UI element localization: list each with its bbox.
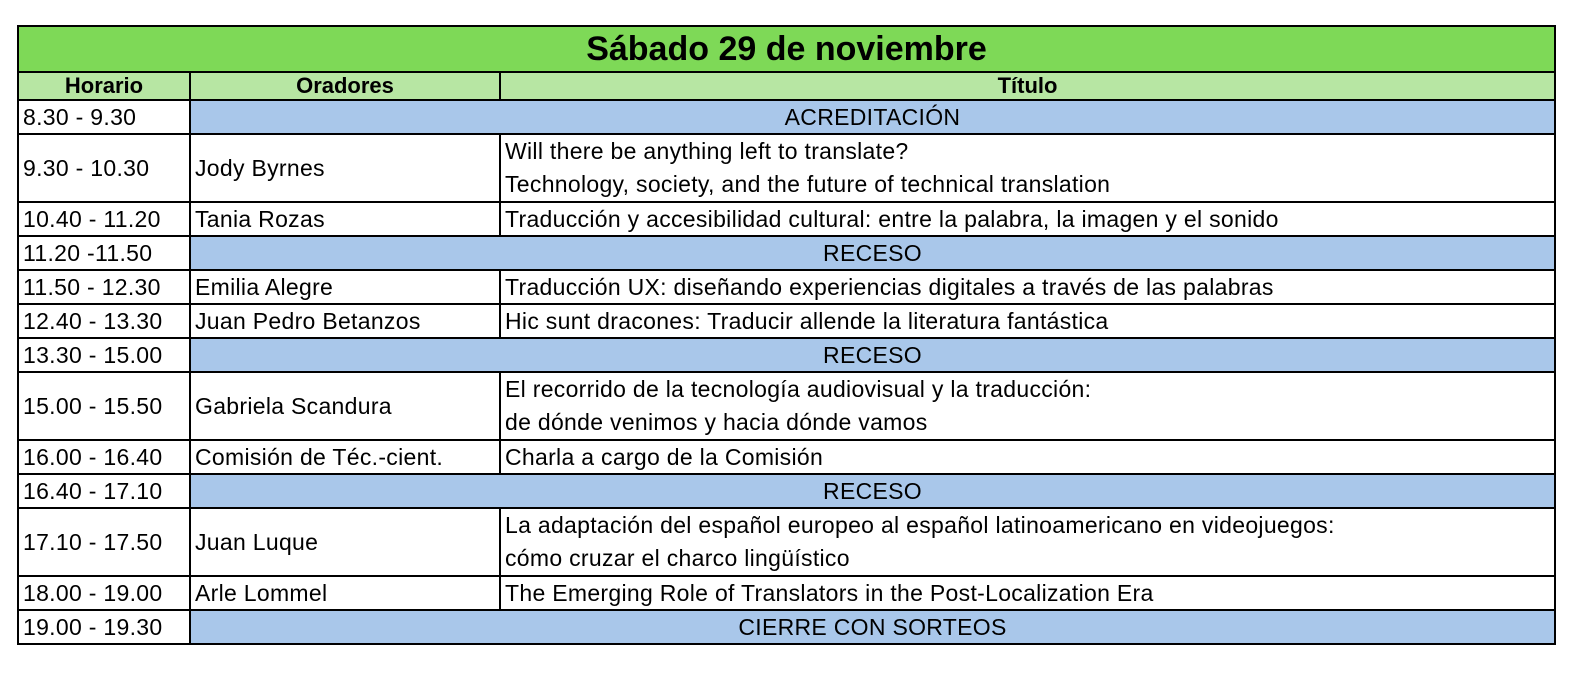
time-cell: 10.40 - 11.20 xyxy=(18,202,190,236)
time-cell: 17.10 - 17.50 xyxy=(18,508,190,576)
time-cell: 16.40 - 17.10 xyxy=(18,474,190,508)
time-cell: 11.20 -11.50 xyxy=(18,236,190,270)
session-row xyxy=(18,202,1555,236)
column-header-speakers: Oradores xyxy=(190,72,500,100)
speaker-cell: Tania Rozas xyxy=(190,202,500,236)
time-cell: 12.40 - 13.30 xyxy=(18,304,190,338)
talk-title-line: Charla a cargo de la Comisión xyxy=(505,443,824,470)
break-label: RECESO xyxy=(190,338,1555,372)
time-cell: 9.30 - 10.30 xyxy=(18,134,190,202)
page-title: Sábado 29 de noviembre xyxy=(18,26,1555,72)
column-header-title: Título xyxy=(500,72,1555,100)
talk-title-cell xyxy=(500,270,1555,304)
title-row xyxy=(18,26,1555,72)
speaker-cell: Arle Lommel xyxy=(190,576,500,610)
time-cell: 8.30 - 9.30 xyxy=(18,100,190,134)
talk-title-cell xyxy=(500,304,1555,338)
talk-title-line: de dónde venimos y hacia dónde vamos xyxy=(505,409,928,435)
talk-title-line: La adaptación del español europeo al español latinoamericano en videojuegos: xyxy=(505,512,1335,538)
break-label: ACREDITACIÓN xyxy=(190,100,1555,134)
break-label: RECESO xyxy=(190,474,1555,508)
header-row xyxy=(18,72,1555,100)
talk-title-cell xyxy=(500,202,1555,236)
schedule-body xyxy=(18,100,1555,644)
break-label: RECESO xyxy=(190,236,1555,270)
time-cell: 18.00 - 19.00 xyxy=(18,576,190,610)
session-row xyxy=(18,576,1555,610)
break-row xyxy=(18,236,1555,270)
talk-title-cell xyxy=(500,440,1555,474)
talk-title-line: Hic sunt dracones: Traducir allende la literatura fantástica xyxy=(505,307,1109,334)
talk-title-cell xyxy=(500,508,1555,576)
talk-title-line: El recorrido de la tecnología audiovisual y la traducción: xyxy=(505,376,1092,402)
session-row xyxy=(18,270,1555,304)
talk-title-line: cómo cruzar el charco lingüístico xyxy=(505,545,850,571)
session-row xyxy=(18,440,1555,474)
speaker-cell: Juan Luque xyxy=(190,508,500,576)
break-row xyxy=(18,100,1555,134)
talk-title-line: The Emerging Role of Translators in the Post-Localization Era xyxy=(505,579,1154,606)
speaker-cell: Comisión de Téc.-cient. xyxy=(190,440,500,474)
break-row xyxy=(18,610,1555,644)
talk-title-line: Traducción UX: diseñando experiencias digitales a través de las palabras xyxy=(505,273,1274,300)
speaker-cell: Emilia Alegre xyxy=(190,270,500,304)
speaker-cell: Gabriela Scandura xyxy=(190,372,500,440)
speaker-cell: Juan Pedro Betanzos xyxy=(190,304,500,338)
time-cell: 19.00 - 19.30 xyxy=(18,610,190,644)
schedule-table xyxy=(17,25,1556,645)
speaker-cell: Jody Byrnes xyxy=(190,134,500,202)
session-row xyxy=(18,372,1555,440)
session-row xyxy=(18,508,1555,576)
talk-title-line: Technology, society, and the future of technical translation xyxy=(505,171,1111,197)
break-row xyxy=(18,338,1555,372)
talk-title-line: Will there be anything left to translate? xyxy=(505,138,909,164)
talk-title-cell xyxy=(500,372,1555,440)
time-cell: 15.00 - 15.50 xyxy=(18,372,190,440)
talk-title-cell xyxy=(500,134,1555,202)
session-row xyxy=(18,304,1555,338)
break-row xyxy=(18,474,1555,508)
talk-title-cell xyxy=(500,576,1555,610)
talk-title-line: Traducción y accesibilidad cultural: entre la palabra, la imagen y el sonido xyxy=(505,205,1279,232)
time-cell: 11.50 - 12.30 xyxy=(18,270,190,304)
column-header-time: Horario xyxy=(18,72,190,100)
time-cell: 13.30 - 15.00 xyxy=(18,338,190,372)
session-row xyxy=(18,134,1555,202)
break-label: CIERRE CON SORTEOS xyxy=(190,610,1555,644)
time-cell: 16.00 - 16.40 xyxy=(18,440,190,474)
